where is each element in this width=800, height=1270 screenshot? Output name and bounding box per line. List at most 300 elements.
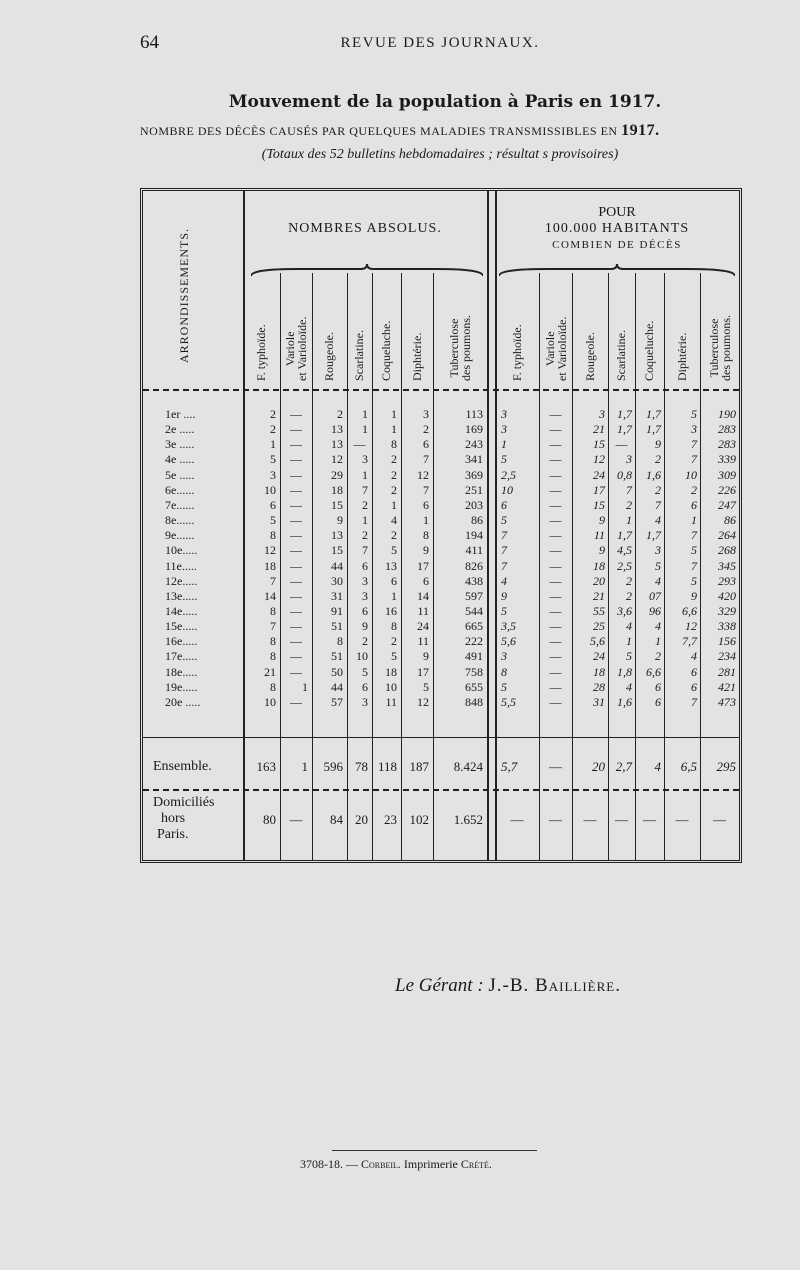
- table-row-absolute-value: —: [290, 407, 302, 421]
- table-row-absolute-value: 5: [391, 543, 397, 557]
- table-row-rate-value: 3: [501, 422, 507, 436]
- table-row-label: 3e .....: [165, 437, 195, 451]
- table-row-label: 1er ....: [165, 407, 196, 421]
- table-row-absolute-value: —: [290, 649, 302, 663]
- table-row-absolute-value: 12: [264, 543, 276, 557]
- table-row-rate-value: 17: [593, 483, 605, 497]
- table-row-rate-value: 6: [655, 680, 661, 694]
- table-row-absolute-value: 5: [270, 513, 276, 527]
- table-row-rate-value: 7: [691, 559, 697, 573]
- table-row-rate-value: —: [549, 574, 562, 588]
- table-row-rate-value: 7: [626, 483, 632, 497]
- outside-row-rate-value: —: [615, 812, 628, 827]
- table-row-absolute-value: 2: [391, 528, 397, 542]
- page-title: Mouvement de la population à Paris en 1917.: [228, 92, 662, 112]
- table-row-absolute-value: 8: [423, 528, 429, 542]
- table-row-absolute-value: 10: [264, 695, 276, 709]
- table-row-rate-value: 2,5: [501, 468, 516, 482]
- table-row-rate-value: 1: [691, 513, 697, 527]
- table-row-absolute-value: 15: [331, 543, 343, 557]
- table-row-absolute-value: 8: [270, 649, 276, 663]
- table-row-label: 13e.....: [165, 589, 198, 603]
- table-row-rate-value: 15: [593, 498, 605, 512]
- total-row-absolute-value: 118: [377, 759, 397, 774]
- row-rule: [143, 737, 739, 738]
- table-row-absolute-value: —: [290, 437, 302, 451]
- table-row-absolute-value: 2: [423, 422, 429, 436]
- total-row-rate-value: 2,7: [615, 759, 632, 774]
- table-row-absolute-value: 21: [264, 665, 276, 679]
- table-row-absolute-value: 18: [385, 665, 397, 679]
- table-row-rate-value: 7,7: [682, 634, 697, 648]
- table-row-absolute-value: 1: [423, 513, 429, 527]
- table-row-absolute-value: 194: [465, 528, 483, 542]
- table-row-absolute-value: 3: [362, 695, 368, 709]
- table-row-absolute-value: 13: [331, 437, 343, 451]
- total-row-absolute-value: 78: [355, 759, 368, 774]
- table-row-rate-value: 1,6: [617, 695, 632, 709]
- table-row-absolute-value: 758: [465, 665, 483, 679]
- table-row-rate-value: 7: [655, 498, 661, 512]
- table-row-rate-value: —: [549, 437, 562, 451]
- table-row-absolute-value: 1: [362, 407, 368, 421]
- table-row-rate-value: 4,5: [617, 543, 632, 557]
- table-row-absolute-value: 169: [465, 422, 483, 436]
- table-row-absolute-value: 3: [362, 589, 368, 603]
- table-row-absolute-value: 12: [331, 452, 343, 466]
- table-row-rate-value: 07: [649, 589, 661, 603]
- table-row-absolute-value: —: [290, 528, 302, 542]
- table-row-absolute-value: 2: [270, 422, 276, 436]
- table-row-absolute-value: 655: [465, 680, 483, 694]
- table-row-absolute-value: 6: [270, 498, 276, 512]
- subtitle-year: 1917.: [621, 122, 660, 139]
- total-row-absolute-value: 163: [256, 759, 276, 774]
- table-row-absolute-value: 50: [331, 665, 343, 679]
- table-row-rate-value: 1,7: [617, 422, 632, 436]
- table-row-absolute-value: 10: [264, 483, 276, 497]
- absolute-column-header: Coqueluche.: [379, 320, 393, 381]
- table-row-rate-value: 6: [655, 695, 661, 709]
- table-row-rate-value: 3: [599, 407, 605, 421]
- table-row-absolute-value: 11: [385, 695, 397, 709]
- table-row-rate-value: 264: [718, 528, 736, 542]
- table-row-rate-value: 2: [655, 483, 661, 497]
- total-row-absolute-value: 1: [301, 759, 308, 774]
- signature: [395, 975, 621, 997]
- absolute-column-header: F. typhoïde.: [254, 324, 268, 381]
- table-row-rate-value: 226: [718, 483, 736, 497]
- table-row-rate-value: 5,5: [501, 695, 516, 709]
- table-row-rate-value: —: [549, 483, 562, 497]
- table-row-absolute-value: 14: [417, 589, 429, 603]
- table-row-rate-value: —: [549, 695, 562, 709]
- table-row-label: 16e.....: [165, 634, 198, 648]
- table-row-rate-value: 55: [593, 604, 605, 618]
- table-row-absolute-value: 7: [423, 452, 429, 466]
- table-row-rate-value: 421: [718, 680, 736, 694]
- table-row-absolute-value: 1: [362, 513, 368, 527]
- footer-rule: [332, 1150, 537, 1151]
- table-row-absolute-value: 9: [362, 619, 368, 633]
- table-row-absolute-value: 8: [270, 528, 276, 542]
- table-row-rate-value: 5: [655, 559, 661, 573]
- table-row-label: 9e......: [165, 528, 195, 542]
- table-row-rate-value: 25: [593, 619, 605, 633]
- table-row-rate-value: —: [549, 528, 562, 542]
- table-row-rate-value: 7: [501, 559, 507, 573]
- table-row-absolute-value: —: [290, 513, 302, 527]
- total-row-absolute-value: 187: [409, 759, 429, 774]
- table-row-absolute-value: 9: [337, 513, 343, 527]
- table-row-rate-value: —: [549, 665, 562, 679]
- table-row-rate-value: 96: [649, 604, 661, 618]
- table-row-rate-value: 1,7: [646, 422, 661, 436]
- table-row-absolute-value: 3: [362, 452, 368, 466]
- table-row-rate-value: 21: [593, 589, 605, 603]
- table-row-rate-value: 5,6: [590, 634, 605, 648]
- column-rule: [487, 191, 489, 860]
- table-row-rate-value: 18: [593, 665, 605, 679]
- table-row-rate-value: 5: [501, 513, 507, 527]
- table-row-rate-value: 2: [626, 498, 632, 512]
- table-row-absolute-value: 597: [465, 589, 483, 603]
- table-row-rate-value: 6: [691, 665, 697, 679]
- table-row-absolute-value: 5: [362, 665, 368, 679]
- table-row-absolute-value: 12: [417, 695, 429, 709]
- table-row-absolute-value: 2: [362, 528, 368, 542]
- table-row-absolute-value: 57: [331, 695, 343, 709]
- absolute-column-header: Variole et Varioloïde.: [283, 316, 309, 381]
- table-row-rate-value: 24: [593, 649, 605, 663]
- table-row-rate-value: 5: [501, 604, 507, 618]
- table-row-absolute-value: —: [290, 452, 302, 466]
- table-row-absolute-value: 2: [337, 407, 343, 421]
- table-row-rate-value: —: [549, 468, 562, 482]
- group-header-absolute: NOMBRES ABSOLUS.: [288, 221, 442, 236]
- running-title: REVUE DES JOURNAUX.: [340, 35, 540, 51]
- table-row-absolute-value: 438: [465, 574, 483, 588]
- table-row-rate-value: 7: [501, 528, 507, 542]
- subtitle-text: NOMBRE DES DÉCÈS CAUSÉS PAR QUELQUES MALADIES TRANSMISSIBLES EN: [140, 124, 618, 138]
- table-row-absolute-value: 3: [423, 407, 429, 421]
- table-row-absolute-value: 8: [270, 680, 276, 694]
- table-row-rate-value: 10: [501, 483, 513, 497]
- table-row-absolute-value: 13: [385, 559, 397, 573]
- table-row-rate-value: 473: [718, 695, 736, 709]
- data-table: [140, 188, 742, 863]
- table-row-absolute-value: —: [290, 483, 302, 497]
- table-row-label: 7e......: [165, 498, 195, 512]
- table-row-absolute-value: 44: [331, 680, 343, 694]
- table-row-rate-value: 3: [501, 407, 507, 421]
- footer: [300, 1157, 492, 1172]
- table-row-rate-value: 247: [718, 498, 736, 512]
- table-row-absolute-value: 7: [362, 483, 368, 497]
- table-row-absolute-value: —: [353, 437, 366, 451]
- table-row-rate-value: 86: [724, 513, 736, 527]
- table-row-absolute-value: 91: [331, 604, 343, 618]
- table-row-rate-value: 283: [718, 422, 736, 436]
- table-row-absolute-value: 113: [465, 407, 483, 421]
- table-row-absolute-value: 848: [465, 695, 483, 709]
- table-row-absolute-value: 7: [423, 483, 429, 497]
- table-row-absolute-value: 2: [362, 498, 368, 512]
- table-row-rate-value: 0,8: [617, 468, 632, 482]
- table-row-rate-value: 11: [593, 528, 605, 542]
- outside-row-rate-value: —: [713, 812, 726, 827]
- table-row-absolute-value: 51: [331, 649, 343, 663]
- table-row-rate-value: 15: [593, 437, 605, 451]
- note: (Totaux des 52 bulletins hebdomadaires ; résultat s provisoires): [261, 147, 619, 162]
- subtitle: [140, 122, 660, 140]
- table-row-rate-value: 1: [655, 634, 661, 648]
- table-row-absolute-value: 1: [391, 407, 397, 421]
- table-row-rate-value: 7: [691, 695, 697, 709]
- table-row-absolute-value: 86: [471, 513, 483, 527]
- table-row-absolute-value: 7: [270, 619, 276, 633]
- table-row-rate-value: 3,6: [617, 604, 632, 618]
- table-row-label: 2e .....: [165, 422, 195, 436]
- table-row-absolute-value: 8: [391, 437, 397, 451]
- table-row-rate-value: —: [549, 634, 562, 648]
- rate-column-header: Coqueluche.: [642, 320, 656, 381]
- table-row-label: 14e.....: [165, 604, 198, 618]
- table-row-rate-value: 3: [626, 452, 632, 466]
- outside-row-absolute-value: 1.652: [453, 812, 483, 827]
- table-row-absolute-value: 18: [264, 559, 276, 573]
- rate-column-header: Tuberculose des poumons.: [707, 315, 733, 381]
- table-row-rate-value: 2: [655, 649, 661, 663]
- table-row-rate-value: 5: [691, 543, 697, 557]
- table-row-absolute-value: 8: [337, 634, 343, 648]
- table-row-absolute-value: 29: [331, 468, 343, 482]
- table-row-rate-value: 268: [718, 543, 736, 557]
- table-row-rate-value: 2: [691, 483, 697, 497]
- table-row-rate-value: 9: [655, 437, 661, 451]
- table-row-absolute-value: 5: [423, 680, 429, 694]
- table-row-label: 12e.....: [165, 574, 198, 588]
- table-row-rate-value: —: [549, 604, 562, 618]
- table-row-rate-value: 1: [626, 634, 632, 648]
- table-row-label: 8e......: [165, 513, 195, 527]
- table-row-absolute-value: —: [290, 665, 302, 679]
- rate-column-header: Diphtérie.: [675, 332, 689, 381]
- table-row-rate-value: 345: [718, 559, 736, 573]
- footer-code: 3708-18. —: [300, 1157, 358, 1171]
- outside-row-absolute-value: 23: [384, 812, 397, 827]
- table-row-rate-value: 3,5: [501, 619, 516, 633]
- table-row-rate-value: —: [549, 452, 562, 466]
- table-row-absolute-value: 5: [391, 649, 397, 663]
- footer-printer: Imprimerie: [403, 1157, 458, 1171]
- table-row-absolute-value: 1: [302, 680, 308, 694]
- table-row-absolute-value: —: [290, 498, 302, 512]
- table-row-absolute-value: 243: [465, 437, 483, 451]
- table-row-rate-value: 9: [599, 513, 605, 527]
- table-row-rate-value: —: [549, 680, 562, 694]
- outside-row-absolute-value: 20: [355, 812, 368, 827]
- table-row-rate-value: 28: [593, 680, 605, 694]
- table-row-absolute-value: 11: [417, 604, 429, 618]
- table-row-rate-value: 190: [718, 407, 736, 421]
- table-row-absolute-value: —: [290, 619, 302, 633]
- table-row-rate-value: 2: [626, 574, 632, 588]
- table-row-absolute-value: 24: [417, 619, 429, 633]
- table-row-absolute-value: 6: [423, 498, 429, 512]
- table-row-absolute-value: 6: [423, 437, 429, 451]
- table-row-absolute-value: 13: [331, 528, 343, 542]
- table-row-rate-value: 7: [691, 452, 697, 466]
- table-row-label: 15e.....: [165, 619, 198, 633]
- table-row-rate-value: 10: [685, 468, 697, 482]
- total-row-rate-value: —: [549, 759, 562, 774]
- table-row-rate-value: —: [549, 513, 562, 527]
- table-row-absolute-value: 18: [331, 483, 343, 497]
- table-row-rate-value: 6,6: [682, 604, 697, 618]
- table-row-absolute-value: 17: [417, 665, 429, 679]
- outside-row-rate-value: —: [675, 812, 689, 827]
- table-row-rate-value: 4: [655, 513, 661, 527]
- table-row-rate-value: 4: [655, 619, 661, 633]
- table-row-rate-value: 281: [718, 665, 736, 679]
- table-row-absolute-value: —: [290, 589, 302, 603]
- table-row-absolute-value: 2: [391, 468, 397, 482]
- outside-row-rate-value: —: [583, 812, 597, 827]
- table-row-absolute-value: 1: [362, 422, 368, 436]
- table-row-absolute-value: 9: [423, 543, 429, 557]
- table-row-absolute-value: 10: [356, 649, 368, 663]
- outside-row-rate-value: —: [549, 812, 562, 827]
- outside-row-absolute-value: —: [289, 812, 303, 827]
- table-row-rate-value: —: [549, 589, 562, 603]
- absolute-column-header: Rougeole.: [322, 332, 336, 381]
- table-row-rate-value: —: [549, 543, 562, 557]
- total-row-absolute-value: 8.424: [453, 759, 483, 774]
- table-row-absolute-value: 1: [362, 468, 368, 482]
- table-row-rate-value: 5: [501, 452, 507, 466]
- table-row-rate-value: 1,8: [617, 665, 632, 679]
- table-row-absolute-value: 7: [362, 543, 368, 557]
- table-row-absolute-value: —: [290, 574, 302, 588]
- table-row-rate-value: 5: [691, 574, 697, 588]
- table-row-absolute-value: 2: [270, 407, 276, 421]
- group-header-rate: POUR 100.000 HABITANTS COMBIEN DE DÉCÈS: [544, 205, 690, 251]
- table-row-absolute-value: 14: [264, 589, 276, 603]
- table-row-absolute-value: 2: [391, 452, 397, 466]
- table-row-absolute-value: 8: [391, 619, 397, 633]
- table-row-absolute-value: 411: [465, 543, 483, 557]
- table-row-rate-value: 9: [501, 589, 507, 603]
- table-row-rate-value: 234: [718, 649, 736, 663]
- table-row-label: 20e .....: [165, 695, 201, 709]
- absolute-column-header: Tuberculose des poumons.: [447, 315, 473, 381]
- table-row-rate-value: 309: [718, 468, 736, 482]
- table-row-rate-value: 4: [691, 649, 697, 663]
- table-row-rate-value: 5,6: [501, 634, 516, 648]
- table-row-absolute-value: 1: [270, 437, 276, 451]
- table-row-rate-value: —: [549, 422, 562, 436]
- table-row-absolute-value: —: [290, 468, 302, 482]
- table-row-rate-value: 12: [685, 619, 697, 633]
- table-row-absolute-value: 2: [391, 483, 397, 497]
- table-row-rate-value: —: [549, 619, 562, 633]
- table-row-absolute-value: 11: [417, 634, 429, 648]
- table-row-rate-value: 420: [718, 589, 736, 603]
- table-row-rate-value: —: [615, 437, 628, 451]
- table-row-absolute-value: 8: [270, 634, 276, 648]
- table-row-absolute-value: 369: [465, 468, 483, 482]
- total-row-rate-value: 5,7: [501, 759, 518, 774]
- table-row-rate-value: 3: [501, 649, 507, 663]
- table-row-absolute-value: 544: [465, 604, 483, 618]
- table-row-absolute-value: 15: [331, 498, 343, 512]
- table-row-rate-value: 6: [691, 680, 697, 694]
- table-row-absolute-value: 1: [391, 422, 397, 436]
- table-row-rate-value: 283: [718, 437, 736, 451]
- row-header: ARRONDISSEMENTS.: [177, 227, 191, 363]
- total-row-absolute-value: 596: [323, 759, 343, 774]
- table-row-rate-value: 6,6: [646, 665, 661, 679]
- brace: [251, 264, 483, 278]
- table-row-rate-value: —: [549, 559, 562, 573]
- table-row-rate-value: 5: [626, 649, 632, 663]
- column-rule: [495, 191, 497, 860]
- table-row-absolute-value: 203: [465, 498, 483, 512]
- table-row-absolute-value: 6: [362, 559, 368, 573]
- table-row-label: 10e.....: [165, 543, 198, 557]
- table-row-rate-value: 7: [501, 543, 507, 557]
- table-row-rate-value: 4: [626, 680, 632, 694]
- table-row-rate-value: —: [549, 407, 562, 421]
- brace: [499, 264, 735, 278]
- total-row-rate-value: 4: [654, 759, 661, 774]
- table-row-label: 4e .....: [165, 452, 195, 466]
- table-row-rate-value: 3: [691, 422, 697, 436]
- table-row-label: 18e.....: [165, 665, 198, 679]
- table-row-rate-value: 24: [593, 468, 605, 482]
- table-row-rate-value: 1,7: [617, 407, 632, 421]
- table-row-rate-value: 2: [626, 589, 632, 603]
- table-row-absolute-value: 3: [270, 468, 276, 482]
- table-row-absolute-value: —: [290, 422, 302, 436]
- table-row-absolute-value: 31: [331, 589, 343, 603]
- absolute-column-header: Scarlatine.: [352, 330, 366, 381]
- table-row-rate-value: 1,7: [617, 528, 632, 542]
- table-row-label: 5e .....: [165, 468, 195, 482]
- table-row-absolute-value: 251: [465, 483, 483, 497]
- table-row-rate-value: 4: [626, 619, 632, 633]
- table-row-absolute-value: —: [290, 695, 302, 709]
- table-row-absolute-value: 826: [465, 559, 483, 573]
- table-row-absolute-value: 5: [270, 452, 276, 466]
- table-row-absolute-value: —: [290, 543, 302, 557]
- table-row-rate-value: 1: [501, 437, 507, 451]
- table-row-rate-value: 338: [718, 619, 736, 633]
- table-row-rate-value: —: [549, 649, 562, 663]
- table-row-rate-value: 3: [655, 543, 661, 557]
- table-row-rate-value: 156: [718, 634, 736, 648]
- absolute-column-header: Diphtérie.: [410, 332, 424, 381]
- total-row-rate-value: 6,5: [680, 759, 697, 774]
- table-row-absolute-value: 9: [423, 649, 429, 663]
- table-row-absolute-value: 6: [423, 574, 429, 588]
- total-row-rate-value: 20: [592, 759, 605, 774]
- table-row-absolute-value: 30: [331, 574, 343, 588]
- table-row-absolute-value: 16: [385, 604, 397, 618]
- table-row-absolute-value: 8: [270, 604, 276, 618]
- table-row-absolute-value: 4: [391, 513, 397, 527]
